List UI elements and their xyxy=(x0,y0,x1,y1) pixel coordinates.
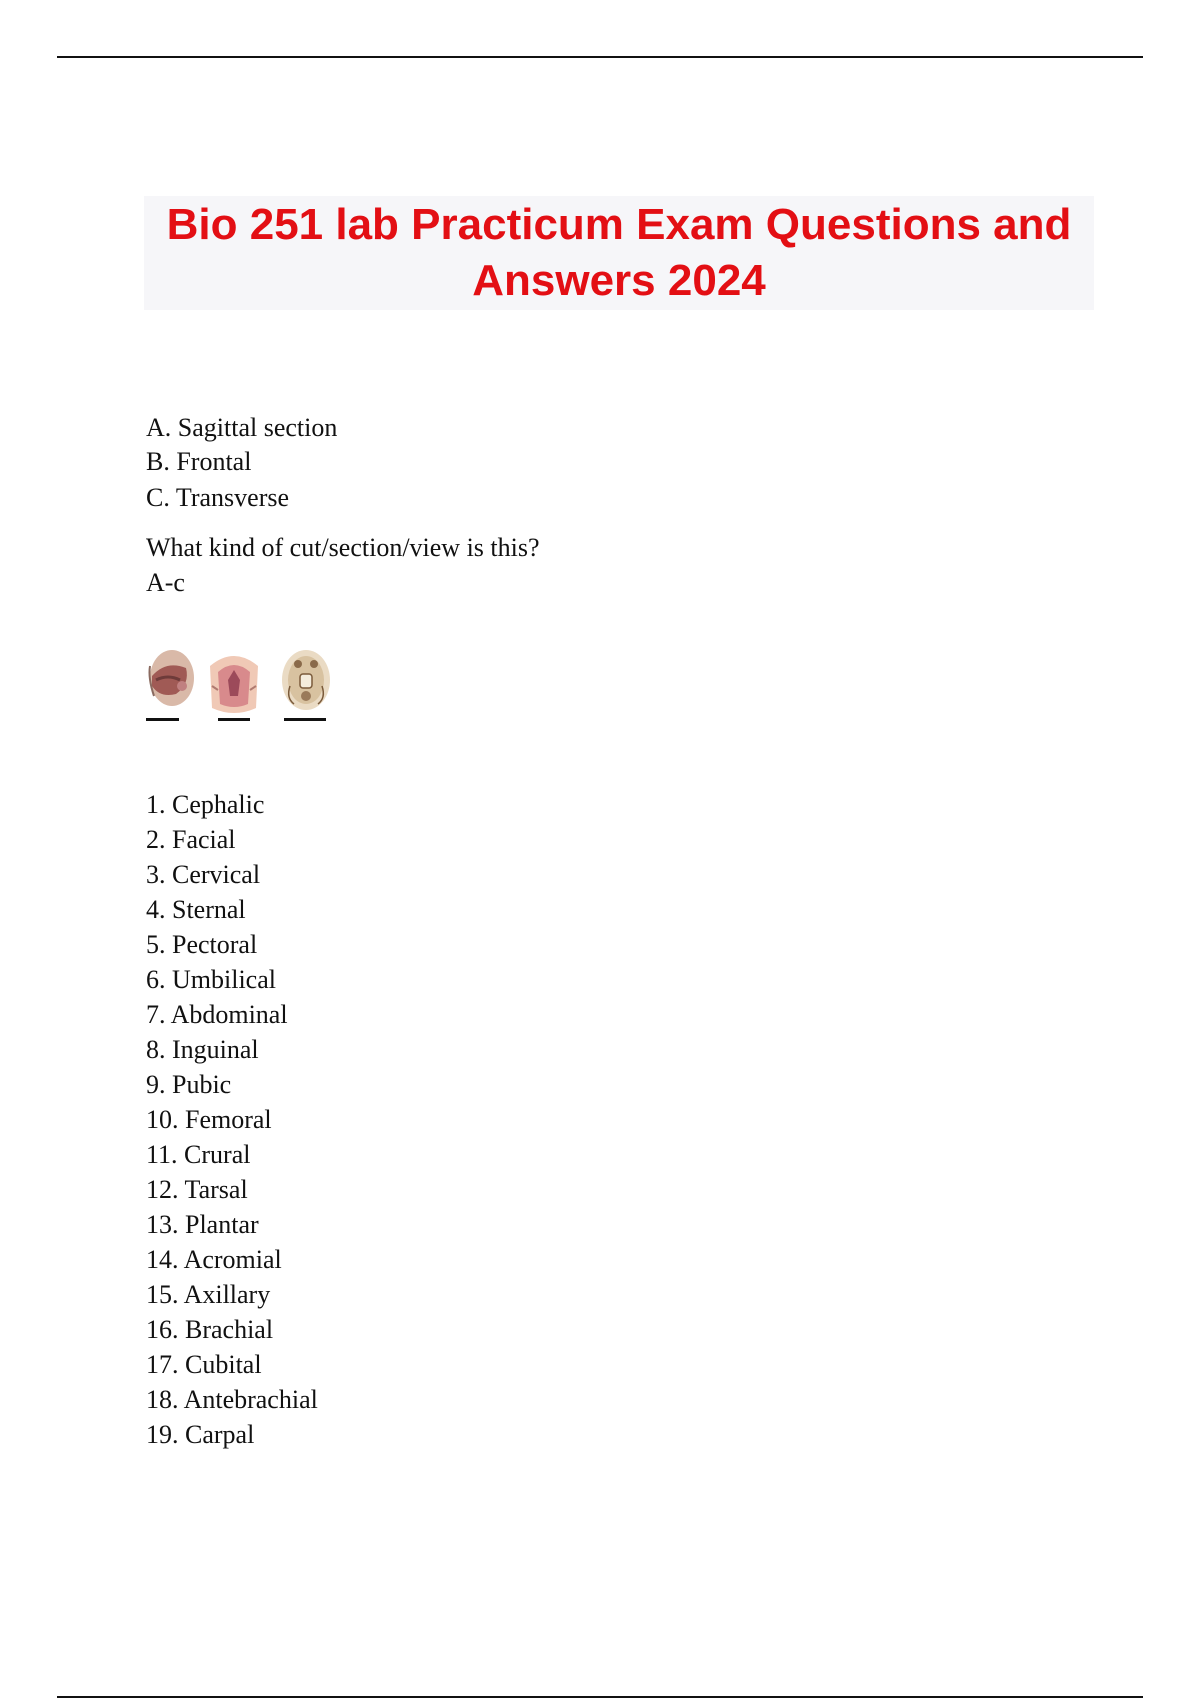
option-c: C. Transverse xyxy=(146,483,290,512)
region-item: 3. Cervical xyxy=(146,860,261,889)
region-item: 6. Umbilical xyxy=(146,965,276,994)
region-item: 18. Antebrachial xyxy=(146,1385,318,1414)
region-item: 11. Crural xyxy=(146,1140,251,1169)
region-item: 10. Femoral xyxy=(146,1105,272,1134)
region-item: 19. Carpal xyxy=(146,1420,255,1449)
region-item: 15. Axillary xyxy=(146,1280,271,1309)
region-item: 1. Cephalic xyxy=(146,790,265,819)
top-rule xyxy=(57,56,1143,58)
title-banner xyxy=(144,196,1094,310)
region-item: 14. Acromial xyxy=(146,1245,282,1274)
document-title: Bio 251 lab Practicum Exam Questions and Answers 2024 xyxy=(166,200,1072,305)
region-item: 16. Brachial xyxy=(146,1315,274,1344)
transverse-section-image xyxy=(278,646,334,722)
region-item: 7. Abdominal xyxy=(146,1000,288,1029)
answer-text: A-c xyxy=(146,568,185,597)
region-item: 17. Cubital xyxy=(146,1350,262,1379)
region-item: 13. Plantar xyxy=(146,1210,259,1239)
option-b: B. Frontal xyxy=(146,447,252,476)
region-item: 9. Pubic xyxy=(146,1070,232,1099)
sagittal-section-image xyxy=(146,646,196,722)
region-item: 4. Sternal xyxy=(146,895,246,924)
question-text: What kind of cut/section/view is this? xyxy=(146,533,540,562)
frontal-section-image xyxy=(204,646,264,722)
region-item: 8. Inguinal xyxy=(146,1035,259,1064)
section-images xyxy=(146,646,346,726)
body-region-list xyxy=(146,787,318,1452)
region-item: 5. Pectoral xyxy=(146,930,258,959)
bottom-rule xyxy=(57,1696,1143,1698)
region-item: 2. Facial xyxy=(146,825,236,854)
region-item: 12. Tarsal xyxy=(146,1175,248,1204)
option-a: A. Sagittal section xyxy=(146,413,338,442)
